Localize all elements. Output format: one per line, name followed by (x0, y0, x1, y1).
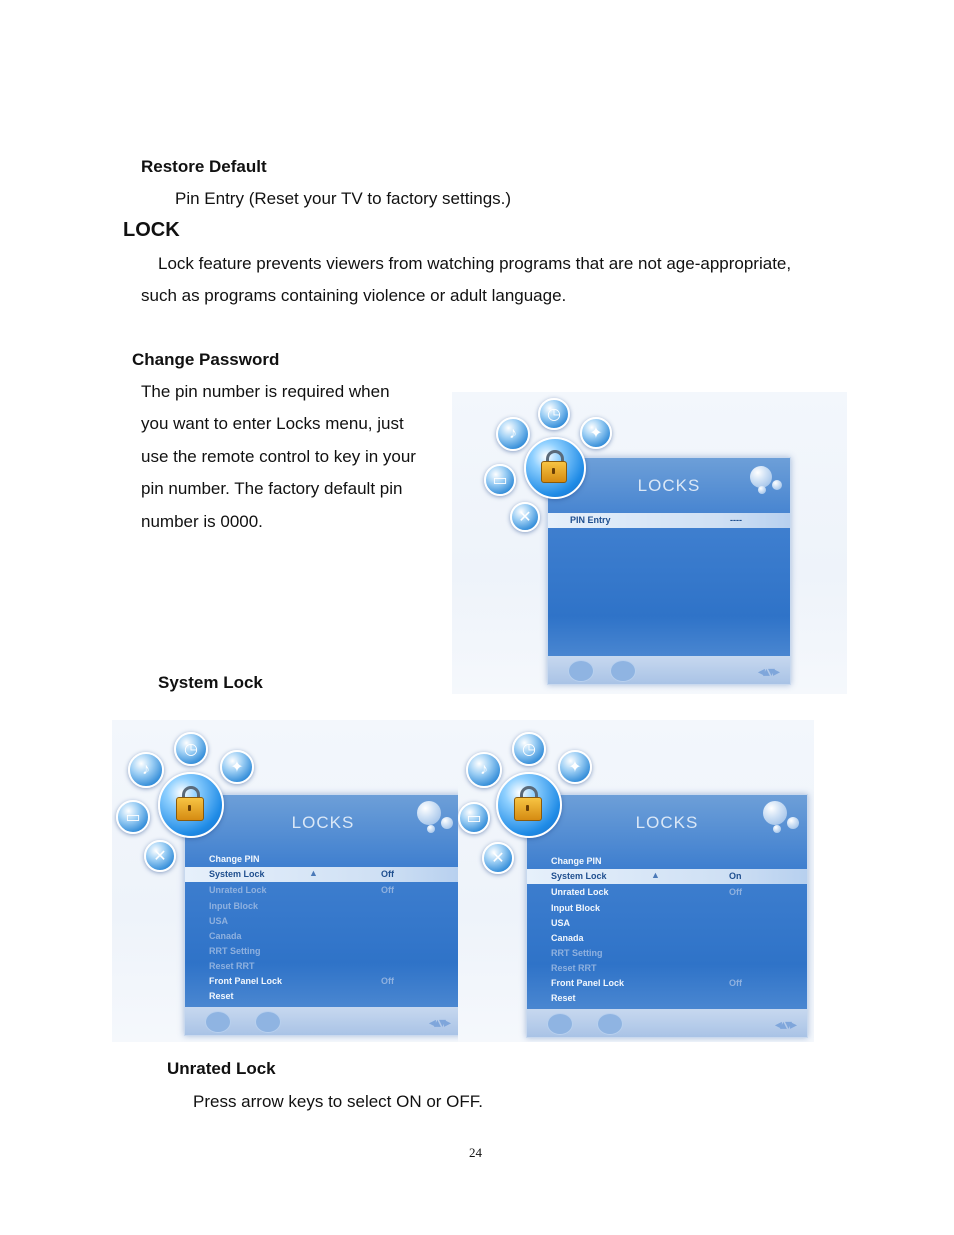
menu-row-canada: Canada (209, 931, 242, 941)
navigation-arrows-icon: ◂▴▾▸ (757, 663, 778, 679)
menu-row-reset-rrt: Reset RRT (209, 961, 255, 971)
clock-icon[interactable]: ◷ (538, 398, 570, 430)
bubble-decoration (763, 801, 787, 825)
locks-system-off-screenshot (112, 720, 464, 1042)
menu-footer (527, 1009, 807, 1037)
menu-row-unrated-lock: Unrated Lock Off (209, 885, 394, 895)
menu-row-usa[interactable]: USA (551, 918, 571, 928)
locks-pin-entry-screenshot (452, 392, 847, 694)
menu-row-input-block: Input Block (209, 901, 258, 911)
menu-row-system-lock[interactable]: System Lock ▲ On (527, 869, 807, 884)
music-icon[interactable]: ♪ (128, 752, 164, 788)
locks-menu-panel (526, 794, 808, 1038)
lock-icon[interactable] (496, 772, 562, 838)
menu-row-value: ---- (730, 515, 742, 525)
clock-icon[interactable]: ◷ (174, 732, 208, 766)
menu-row-label: PIN Entry (570, 515, 611, 525)
menu-footer (548, 656, 790, 684)
settings-icon[interactable]: ✦ (220, 750, 254, 784)
navigation-arrows-icon: ◂▴▾▸ (428, 1014, 449, 1030)
settings-icon[interactable]: ✦ (558, 750, 592, 784)
locks-menu-title: LOCKS (635, 813, 699, 832)
bubble-decoration (773, 825, 781, 833)
footer-button (255, 1011, 281, 1033)
locks-menu-title: LOCKS (637, 476, 701, 495)
music-icon[interactable]: ♪ (496, 417, 530, 451)
music-icon[interactable]: ♪ (466, 752, 502, 788)
picture-icon[interactable]: ▭ (484, 464, 516, 496)
lock-section-title: LOCK (123, 219, 180, 241)
tools-icon[interactable]: ✕ (144, 840, 176, 872)
menu-row-change-pin[interactable]: Change PIN (551, 856, 602, 866)
menu-footer (185, 1007, 461, 1035)
bubble-decoration (441, 817, 453, 829)
clock-icon[interactable]: ◷ (512, 732, 546, 766)
picture-icon[interactable]: ▭ (458, 802, 490, 834)
menu-row-input-block[interactable]: Input Block (551, 903, 600, 913)
bubble-decoration (787, 817, 799, 829)
unrated-lock-heading: Unrated Lock (167, 1059, 276, 1078)
footer-button (597, 1013, 623, 1035)
footer-button (547, 1013, 573, 1035)
lock-intro-line-1: Lock feature prevents viewers from watching programs that are not age-appropriate, (158, 254, 792, 273)
change-password-heading: Change Password (132, 350, 280, 369)
footer-button (610, 660, 636, 682)
locks-menu-panel (184, 794, 462, 1036)
menu-row-reset[interactable]: Reset (209, 991, 234, 1001)
change-password-line-3: use the remote control to key in your (141, 447, 416, 466)
change-password-line-2: you want to enter Locks menu, just (141, 414, 404, 433)
menu-row-pin-entry[interactable] (548, 513, 790, 528)
menu-row-usa: USA (209, 916, 229, 926)
tools-icon[interactable]: ✕ (482, 842, 514, 874)
tools-icon[interactable]: ✕ (510, 502, 540, 532)
change-password-line-4: pin number. The factory default pin (141, 479, 403, 498)
menu-row-reset-rrt: Reset RRT (551, 963, 597, 973)
restore-default-heading: Restore Default (141, 157, 267, 176)
lock-keyhole (188, 805, 191, 811)
change-password-line-5: number is 0000. (141, 512, 263, 531)
menu-row-unrated-lock[interactable]: Unrated Lock Off (551, 887, 742, 897)
change-password-line-1: The pin number is required when (141, 382, 390, 401)
menu-row-change-pin[interactable]: Change PIN (209, 854, 260, 864)
footer-button (205, 1011, 231, 1033)
menu-row-system-lock[interactable]: System Lock ▲ Off (185, 867, 461, 882)
unrated-lock-text: Press arrow keys to select ON or OFF. (193, 1092, 484, 1111)
locks-system-on-screenshot (458, 720, 814, 1042)
lock-icon[interactable] (524, 437, 586, 499)
lock-intro-line-2: such as programs containing violence or adult language. (141, 286, 567, 305)
footer-button (568, 660, 594, 682)
lock-keyhole (552, 468, 555, 474)
bubble-decoration (758, 486, 766, 494)
restore-default-text: Pin Entry (Reset your TV to factory settings.) (175, 189, 512, 208)
bubble-decoration (772, 480, 782, 490)
menu-row-canada[interactable]: Canada (551, 933, 584, 943)
system-lock-heading: System Lock (158, 673, 263, 692)
bubble-decoration (417, 801, 441, 825)
navigation-arrows-icon: ◂▴▾▸ (774, 1016, 795, 1032)
menu-row-front-panel-lock[interactable]: Front Panel Lock Off (551, 978, 742, 988)
locks-menu-panel (547, 457, 791, 685)
menu-row-rrt-setting: RRT Setting (551, 948, 603, 958)
page-number: 24 (469, 1145, 482, 1160)
caret-up-icon: ▲ (309, 868, 318, 878)
lock-icon[interactable] (158, 772, 224, 838)
menu-row-reset[interactable]: Reset (551, 993, 576, 1003)
picture-icon[interactable]: ▭ (116, 800, 150, 834)
locks-menu-title: LOCKS (291, 813, 355, 832)
lock-keyhole (526, 805, 529, 811)
bubble-decoration (427, 825, 435, 833)
settings-icon[interactable]: ✦ (580, 417, 612, 449)
menu-row-rrt-setting: RRT Setting (209, 946, 261, 956)
caret-up-icon: ▲ (651, 870, 660, 880)
bubble-decoration (750, 466, 772, 488)
menu-row-front-panel-lock[interactable]: Front Panel Lock Off (209, 976, 394, 986)
